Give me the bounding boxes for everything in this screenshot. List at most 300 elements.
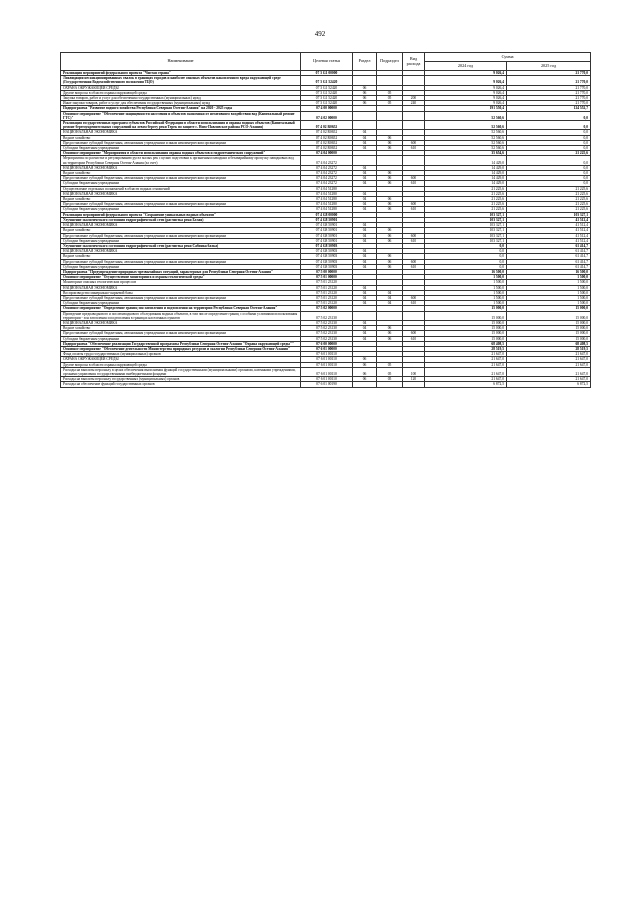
row-section: 04: [353, 191, 377, 196]
row-amount-year-1: 16 500,0: [425, 269, 507, 274]
row-name: Водное хозяйство: [61, 254, 301, 259]
row-code: 07 4 02 R0652: [301, 146, 353, 151]
row-subsection: [377, 311, 403, 320]
row-amount-year-2: 0,0: [507, 140, 591, 145]
row-code: 07 3 G1 52420: [301, 90, 353, 95]
row-amount-year-2: 103 327,1: [507, 212, 591, 217]
row-section: 04: [353, 336, 377, 341]
row-expense-type: 610: [403, 181, 425, 186]
row-section: [353, 311, 377, 320]
row-amount-year-1: 14 429,0: [425, 165, 507, 170]
row-section: 04: [353, 202, 377, 207]
row-section: 04: [353, 197, 377, 202]
row-amount-year-1: 21 225,6: [425, 197, 507, 202]
row-amount-year-2: 0,0: [507, 176, 591, 181]
row-amount-year-1: 14 429,0: [425, 176, 507, 181]
row-amount-year-2: 0,0: [507, 171, 591, 176]
row-amount-year-1: 9 026,4: [425, 90, 507, 95]
row-code: 07 4 04 51280: [301, 197, 353, 202]
row-subsection: 06: [377, 140, 403, 145]
row-amount-year-1: 103 327,1: [425, 223, 507, 228]
row-amount-year-1: 0,0: [425, 264, 507, 269]
row-subsection: [377, 156, 403, 165]
row-amount-year-1: 15 000,0: [425, 331, 507, 336]
row-amount-year-1: 68 408,5: [425, 341, 507, 346]
row-section: 04: [353, 301, 377, 306]
row-expense-type: 610: [403, 336, 425, 341]
row-name: Мероприятия по расчистке и регулированию русел малых рек с целью подготовки к органичным паводкам и безаварийному пропуску паводковых вод на территории Республики Северная Осетия-Алания (за счет): [61, 156, 301, 165]
row-name: Субсидии бюджетным учреждениям: [61, 301, 301, 306]
row-amount-year-2: 1 500,0: [507, 285, 591, 290]
row-expense-type: [403, 156, 425, 165]
row-amount-year-2: 68 408,5: [507, 341, 591, 346]
row-subsection: 06: [377, 176, 403, 181]
row-amount-year-1: 103 327,1: [425, 228, 507, 233]
row-code: 07 5 02 23130: [301, 336, 353, 341]
row-expense-type: 610: [403, 301, 425, 306]
row-subsection: 05: [377, 96, 403, 101]
row-amount-year-2: 21 770,0: [507, 71, 591, 76]
row-section: 04: [353, 140, 377, 145]
row-code: 07 3 G1 52420: [301, 76, 353, 85]
row-amount-year-2: 21 647,0: [507, 377, 591, 382]
row-name: Реализация государственных программ субъектов Российской Федерации в области использования и охраны водных объектов (Капитальный ремонт берегоукрепительных сооружений на левом берегу реки Терек по защите с. Ново-Павловское района РСО-Алания): [61, 121, 301, 130]
row-expense-type: 200: [403, 96, 425, 101]
row-amount-year-2: 21 770,0: [507, 90, 591, 95]
row-amount-year-1: 15 000,0: [425, 311, 507, 320]
row-subsection: 04: [377, 301, 403, 306]
row-amount-year-1: 103 327,1: [425, 238, 507, 243]
row-name: Водное хозяйство: [61, 171, 301, 176]
table-row: [61, 156, 591, 165]
row-name: НАЦИОНАЛЬНАЯ ЭКОНОМИКА: [61, 165, 301, 170]
row-amount-year-1: 21 647,0: [425, 367, 507, 376]
row-subsection: 05: [377, 362, 403, 367]
row-amount-year-2: 0,0: [507, 111, 591, 120]
row-amount-year-2: 1 500,0: [507, 275, 591, 280]
row-code: 07 5 02 00000: [301, 306, 353, 311]
row-amount-year-2: 15 000,0: [507, 326, 591, 331]
row-code: 07 5 01 00000: [301, 275, 353, 280]
row-amount-year-1: 1 500,0: [425, 280, 507, 285]
row-amount-year-2: 61 414,7: [507, 254, 591, 259]
row-code: 07 6 01 00110: [301, 357, 353, 362]
row-expense-type: [403, 76, 425, 85]
row-name: Водное хозяйство: [61, 197, 301, 202]
row-section: 04: [353, 285, 377, 290]
row-code: 07 4 G8 50901: [301, 217, 353, 222]
row-section: 06: [353, 377, 377, 382]
row-code: 07 4 04 23272: [301, 176, 353, 181]
row-amount-year-2: 6 872,5: [507, 382, 591, 387]
row-amount-year-1: 15 000,0: [425, 320, 507, 325]
table-body: [61, 71, 591, 388]
row-subsection: 06: [377, 171, 403, 176]
row-subsection: 06: [377, 207, 403, 212]
table-row: [61, 367, 591, 376]
row-name: НАЦИОНАЛЬНАЯ ЭКОНОМИКА: [61, 249, 301, 254]
row-subsection: 06: [377, 331, 403, 336]
row-name: Предоставление субсидий бюджетным, автономным учреждениям и иным некоммерческим организациям: [61, 202, 301, 207]
row-code: 07 4 02 R0652: [301, 130, 353, 135]
row-name: Реализация мероприятий федерального проекта "Сохранение уникальных водных объектов": [61, 212, 301, 217]
row-subsection: 06: [377, 197, 403, 202]
header-code: Целевая статья: [301, 53, 353, 71]
row-section: 04: [353, 238, 377, 243]
row-code: 07 6 01 00110: [301, 362, 353, 367]
row-name: Закупка товаров, работ и услуг для обеспечения государственных (муниципальных) нужд: [61, 96, 301, 101]
row-amount-year-2: 21 225,6: [507, 207, 591, 212]
row-subsection: 04: [377, 290, 403, 295]
row-amount-year-1: 14 429,0: [425, 156, 507, 165]
row-amount-year-2: 21 225,6: [507, 197, 591, 202]
row-amount-year-1: 52 560,6: [425, 135, 507, 140]
row-code: 07 5 02 23130: [301, 331, 353, 336]
row-name: Другие вопросы в области охраны окружающей среды: [61, 362, 301, 367]
row-subsection: [377, 111, 403, 120]
row-expense-type: 600: [403, 295, 425, 300]
row-section: 04: [353, 130, 377, 135]
row-amount-year-2: 21 225,6: [507, 186, 591, 191]
row-section: 06: [353, 96, 377, 101]
row-section: 04: [353, 165, 377, 170]
row-amount-year-2: 41 512,4: [507, 228, 591, 233]
row-code: 07 3 G1 52420: [301, 96, 353, 101]
header-section: Раздел: [353, 53, 377, 71]
row-amount-year-1: 21 647,0: [425, 352, 507, 357]
row-name: Расходы на выплаты персоналу государственных (муниципальных) органов: [61, 377, 301, 382]
row-subsection: [377, 76, 403, 85]
row-amount-year-1: 103 327,1: [425, 217, 507, 222]
header-year-2: 2025 год: [507, 62, 591, 71]
row-expense-type: 600: [403, 331, 425, 336]
row-amount-year-1: 15 000,0: [425, 306, 507, 311]
row-amount-year-2: 15 000,0: [507, 331, 591, 336]
header-expense-type: Вид расхода: [403, 53, 425, 71]
row-code: 07 6 01 00110: [301, 377, 353, 382]
row-amount-year-2: 21 225,6: [507, 202, 591, 207]
row-amount-year-1: 9 026,4: [425, 85, 507, 90]
row-amount-year-1: 52 560,6: [425, 140, 507, 145]
row-name: Предоставление субсидий бюджетным, автономным учреждениям и иным некоммерческим организациям: [61, 233, 301, 238]
row-amount-year-1: 52 560,6: [425, 121, 507, 130]
row-amount-year-1: 0,0: [425, 243, 507, 248]
row-amount-year-1: 35 654,6: [425, 151, 507, 156]
row-amount-year-2: 0,0: [507, 146, 591, 151]
row-subsection: 06: [377, 336, 403, 341]
row-name: Субсидии бюджетным учреждениям: [61, 146, 301, 151]
row-amount-year-2: 21 770,0: [507, 76, 591, 85]
row-amount-year-2: 21 225,6: [507, 151, 591, 156]
row-section: 04: [353, 254, 377, 259]
budget-table: [60, 52, 591, 388]
row-amount-year-1: 6 872,5: [425, 382, 507, 387]
row-amount-year-2: 0,0: [507, 165, 591, 170]
row-amount-year-2: 124 552,7: [507, 106, 591, 111]
row-code: 07 5 01 23120: [301, 301, 353, 306]
row-name: НАЦИОНАЛЬНАЯ ЭКОНОМИКА: [61, 285, 301, 290]
row-amount-year-2: 15 000,0: [507, 336, 591, 341]
row-section: [353, 111, 377, 120]
row-amount-year-2: 21 647,0: [507, 357, 591, 362]
row-expense-type: 100: [403, 367, 425, 376]
row-section: 04: [353, 326, 377, 331]
row-subsection: 05: [377, 90, 403, 95]
row-name: ОХРАНА ОКРУЖАЮЩЕЙ СРЕДЫ: [61, 85, 301, 90]
table-row: [61, 121, 591, 130]
row-name: ОХРАНА ОКРУЖАЮЩЕЙ СРЕДЫ: [61, 357, 301, 362]
row-amount-year-1: 1 500,0: [425, 285, 507, 290]
row-amount-year-2: 21 647,0: [507, 362, 591, 367]
row-section: 04: [353, 233, 377, 238]
row-amount-year-1: 21 225,6: [425, 191, 507, 196]
row-section: [353, 382, 377, 387]
row-subsection: 06: [377, 259, 403, 264]
row-amount-year-2: 41 512,4: [507, 223, 591, 228]
row-amount-year-2: 61 414,7: [507, 264, 591, 269]
row-code: 07 4 G8 50903: [301, 243, 353, 248]
row-code: 07 4 04 51280: [301, 191, 353, 196]
row-code: 07 4 G8 50901: [301, 238, 353, 243]
row-name: Субсидии бюджетным учреждениям: [61, 181, 301, 186]
row-name: Другие вопросы в области охраны окружающей среды: [61, 90, 301, 95]
row-code: 07 6 01 00110: [301, 352, 353, 357]
row-section: 04: [353, 207, 377, 212]
row-code: 07 4 04 51280: [301, 202, 353, 207]
row-amount-year-1: 9 026,4: [425, 96, 507, 101]
row-name: Основное мероприятие "Обеспечение защищенности населения и объектов экономики от негативного воздействия вод (Капитальный ремонт ГТС)": [61, 111, 301, 120]
row-code: 07 5 01 23120: [301, 295, 353, 300]
row-subsection: 06: [377, 228, 403, 233]
row-amount-year-2: 16 500,0: [507, 269, 591, 274]
row-name: Предоставление субсидий бюджетным, автономным учреждениям и иным некоммерческим организациям: [61, 295, 301, 300]
header-year-1: 2024 год: [425, 62, 507, 71]
row-subsection: 06: [377, 135, 403, 140]
row-section: [353, 76, 377, 85]
row-amount-year-1: 9 026,4: [425, 71, 507, 76]
row-amount-year-1: 0,0: [425, 254, 507, 259]
row-code: 07 4 G8 50901: [301, 233, 353, 238]
row-subsection: 04: [377, 295, 403, 300]
row-amount-year-1: 52 560,6: [425, 111, 507, 120]
row-code: 07 4 04 23272: [301, 165, 353, 170]
row-amount-year-2: 0,0: [507, 121, 591, 130]
row-amount-year-2: 61 414,7: [507, 249, 591, 254]
row-code: 07 6 01 00190: [301, 382, 353, 387]
row-amount-year-2: 61 414,7: [507, 259, 591, 264]
row-name: Мониторинг опасных геологических процессов: [61, 280, 301, 285]
row-amount-year-2: 1 500,0: [507, 280, 591, 285]
row-amount-year-2: 41 512,4: [507, 238, 591, 243]
row-expense-type: 610: [403, 207, 425, 212]
row-amount-year-1: 1 500,0: [425, 301, 507, 306]
row-code: 07 4 04 23272: [301, 156, 353, 165]
row-name: Основное мероприятие "Обеспечение деятельности Министерства природных ресурсов и экологии Республики Северная Осетия-Алания": [61, 346, 301, 351]
row-amount-year-1: 9 026,4: [425, 76, 507, 85]
row-subsection: 06: [377, 181, 403, 186]
header-subsection: Подраздел: [377, 53, 403, 71]
row-name: Субсидии бюджетным учреждениям: [61, 264, 301, 269]
row-name: Предоставление субсидий бюджетным, автономным учреждениям и иным некоммерческим организациям: [61, 259, 301, 264]
row-code: 07 4 04 51280: [301, 207, 353, 212]
row-code: 07 3 G1 52420: [301, 101, 353, 106]
row-amount-year-2: 21 647,0: [507, 367, 591, 376]
row-section: 06: [353, 85, 377, 90]
row-amount-year-1: 191 550,4: [425, 106, 507, 111]
row-expense-type: 600: [403, 140, 425, 145]
row-amount-year-1: 52 560,6: [425, 146, 507, 151]
row-expense-type: 240: [403, 101, 425, 106]
row-subsection: [377, 121, 403, 130]
row-expense-type: [403, 121, 425, 130]
row-amount-year-2: 1 500,0: [507, 290, 591, 295]
row-amount-year-2: 0,0: [507, 181, 591, 186]
row-section: 06: [353, 362, 377, 367]
row-amount-year-2: 0,0: [507, 156, 591, 165]
row-name: Ликвидация несанкционированных свалок в границах городов и наиболее опасных объектов накопленного вреда окружающей среде (Государственная Водохозяйственного положения ТЦО): [61, 76, 301, 85]
row-code: 07 6 00 00000: [301, 341, 353, 346]
row-section: 06: [353, 367, 377, 376]
row-name: Предоставление субсидий бюджетным, автономным учреждениям и иным некоммерческим организациям: [61, 140, 301, 145]
row-amount-year-1: 15 000,0: [425, 326, 507, 331]
row-code: 07 4 G8 50903: [301, 259, 353, 264]
row-subsection: 05: [377, 377, 403, 382]
row-name: Реализация мероприятий федерального проекта "Чистая страна": [61, 71, 301, 76]
row-section: 06: [353, 357, 377, 362]
row-amount-year-1: 21 647,0: [425, 362, 507, 367]
row-name: НАЦИОНАЛЬНАЯ ЭКОНОМИКА: [61, 191, 301, 196]
row-section: 06: [353, 90, 377, 95]
table-row: [61, 76, 591, 85]
row-code: 07 5 01 23120: [301, 285, 353, 290]
row-name: Фонд оплаты труда государственных (муниципальных) органов: [61, 352, 301, 357]
row-code: 07 5 02 23130: [301, 326, 353, 331]
row-amount-year-1: 21 647,0: [425, 357, 507, 362]
row-name: Предоставление субсидий бюджетным, автономным учреждениям и иным некоммерческим организациям: [61, 331, 301, 336]
row-code: 07 5 01 23120: [301, 280, 353, 285]
row-section: 04: [353, 176, 377, 181]
header-name: Наименование: [61, 53, 301, 71]
row-name: Водное хозяйство: [61, 135, 301, 140]
header-sum: Сумма: [425, 53, 591, 62]
row-code: 07 4 G8 50903: [301, 254, 353, 259]
row-section: 06: [353, 101, 377, 106]
row-name: НАЦИОНАЛЬНАЯ ЭКОНОМИКА: [61, 223, 301, 228]
row-amount-year-2: 21 770,0: [507, 101, 591, 106]
row-section: 04: [353, 264, 377, 269]
row-amount-year-2: 15 000,0: [507, 320, 591, 325]
row-subsection: 06: [377, 202, 403, 207]
row-expense-type: 610: [403, 264, 425, 269]
row-name: Субсидии бюджетным учреждениям: [61, 207, 301, 212]
row-section: 04: [353, 171, 377, 176]
row-amount-year-1: 0,0: [425, 249, 507, 254]
row-subsection: 06: [377, 264, 403, 269]
row-amount-year-1: 21 647,0: [425, 377, 507, 382]
row-code: 07 6 01 00000: [301, 346, 353, 351]
row-name: Предоставление субсидий бюджетным, автономным учреждениям и иным некоммерческим организациям: [61, 176, 301, 181]
row-code: 07 4 02 R0652: [301, 140, 353, 145]
row-subsection: 06: [377, 146, 403, 151]
row-name: Улучшение экологического состояния гидрографической сети (расчистка реки Сабинка балка): [61, 243, 301, 248]
row-name: Основное мероприятие "Осуществление мониторинга и охраны геологической среды": [61, 275, 301, 280]
row-amount-year-1: 1 500,0: [425, 275, 507, 280]
row-name: Подпрограмма "Предупреждение природных чрезвычайных ситуаций, характерных для Республики Северная Осетия-Алания": [61, 269, 301, 274]
row-name: Подпрограмма "Развитие водного хозяйства Республики Северная Осетия-Алания" на 2020 - 2025 годы: [61, 106, 301, 111]
table-row: [61, 111, 591, 120]
row-section: 04: [353, 181, 377, 186]
row-name: Водное хозяйство: [61, 228, 301, 233]
row-code: 07 5 01 23120: [301, 290, 353, 295]
row-code: 07 4 G8 50901: [301, 223, 353, 228]
row-amount-year-2: 1 500,0: [507, 295, 591, 300]
row-amount-year-2: 21 770,0: [507, 96, 591, 101]
row-expense-type: 610: [403, 146, 425, 151]
row-name: Субсидии бюджетным учреждениям: [61, 336, 301, 341]
row-amount-year-2: 21 770,0: [507, 85, 591, 90]
page-number: 492: [314, 30, 326, 38]
row-code: 07 4 G8 50903: [301, 264, 353, 269]
row-expense-type: 600: [403, 176, 425, 181]
row-subsection: 06: [377, 233, 403, 238]
row-name: Проведение предпаводкового и послепаводкового обследования водных объектов, в том числе определение границ с особыми условиями использования территории - зон затопления и подтопления в границах населенных пунктов: [61, 311, 301, 320]
row-amount-year-1: 1 500,0: [425, 295, 507, 300]
row-amount-year-2: 15 000,0: [507, 306, 591, 311]
row-amount-year-2: 21 225,6: [507, 191, 591, 196]
row-subsection: [377, 382, 403, 387]
row-amount-year-1: 21 225,6: [425, 186, 507, 191]
row-subsection: 06: [377, 326, 403, 331]
row-expense-type: 610: [403, 238, 425, 243]
row-name: Водное хозяйство: [61, 326, 301, 331]
row-amount-year-1: 1 500,0: [425, 290, 507, 295]
row-amount-year-1: 52 560,6: [425, 130, 507, 135]
row-section: 04: [353, 259, 377, 264]
row-name: Основное мероприятие "Мероприятия в области использования охраны водных объектов и гидротехнических сооружений": [61, 151, 301, 156]
row-code: 07 4 02 00000: [301, 111, 353, 120]
row-code: 07 4 00 00000: [301, 106, 353, 111]
row-amount-year-2: 15 000,0: [507, 311, 591, 320]
row-name: Воспроизводство минерально-сырьевой базы: [61, 290, 301, 295]
row-name: Улучшение экологического состояния гидрографической сети (расчистка реки Белая): [61, 217, 301, 222]
row-section: 04: [353, 320, 377, 325]
row-code: 07 5 00 00000: [301, 269, 353, 274]
row-code: 07 4 02 R0652: [301, 121, 353, 130]
row-expense-type: 600: [403, 259, 425, 264]
row-code: 07 4 G8 50901: [301, 228, 353, 233]
row-amount-year-2: 21 647,0: [507, 352, 591, 357]
row-amount-year-2: 0,0: [507, 135, 591, 140]
row-section: [353, 121, 377, 130]
row-expense-type: 600: [403, 233, 425, 238]
row-amount-year-2: 0,0: [507, 130, 591, 135]
row-subsection: 06: [377, 254, 403, 259]
row-subsection: 05: [377, 101, 403, 106]
row-amount-year-2: 1 500,0: [507, 301, 591, 306]
row-amount-year-1: 14 429,0: [425, 181, 507, 186]
row-name: Расходы на выплаты персоналу в целях обеспечения выполнения функций государственными (муниципальными) органами, казенными учреждениями, органами управления государственными внебюджетными фондами: [61, 367, 301, 376]
row-amount-year-1: 15 000,0: [425, 336, 507, 341]
row-name: Основное мероприятие "Определение границ зон затопления и подтопления на территории Республики Северная Осетия-Алания": [61, 306, 301, 311]
row-subsection: 05: [377, 367, 403, 376]
row-section: 04: [353, 290, 377, 295]
row-section: 04: [353, 146, 377, 151]
row-expense-type: [403, 382, 425, 387]
row-code: 07 3 G1 00000: [301, 71, 353, 76]
row-name: НАЦИОНАЛЬНАЯ ЭКОНОМИКА: [61, 320, 301, 325]
row-section: 04: [353, 135, 377, 140]
row-subsection: 06: [377, 238, 403, 243]
